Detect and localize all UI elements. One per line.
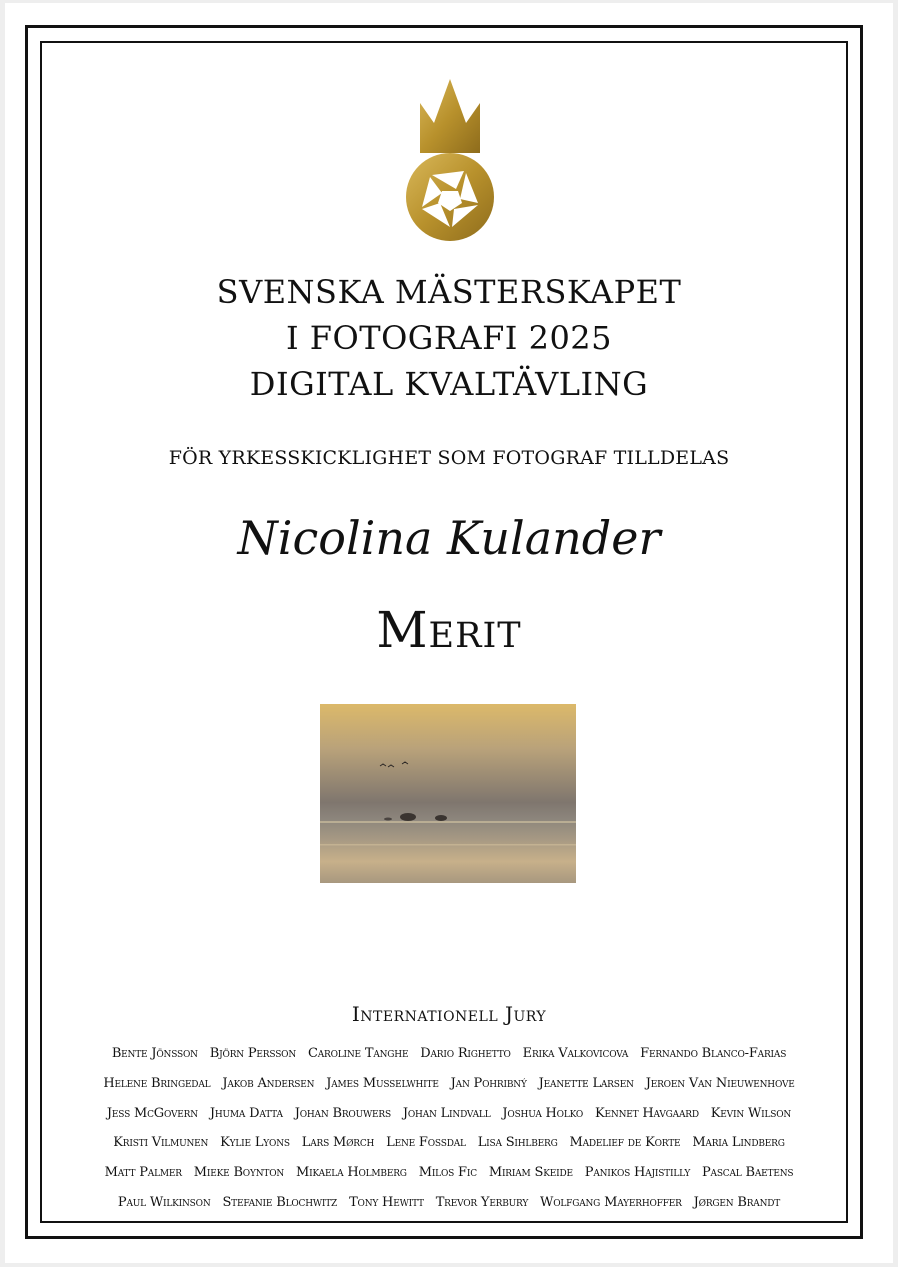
jury-row (55, 1069, 843, 1099)
crown-aperture-logo (400, 75, 500, 245)
jury-member: Jeroen Van Nieuwenhove (645, 1075, 795, 1091)
jury-member: Wolfgang Mayerhoffer (540, 1194, 682, 1210)
misty-sea-photo (320, 704, 576, 883)
jury-member: James Musselwhite (326, 1075, 439, 1091)
jury-member: Joshua Holko (502, 1105, 584, 1121)
jury-member: Kevin Wilson (710, 1105, 792, 1121)
certificate-subtitle: FÖR YRKESSKICKLIGHET SOM FOTOGRAF TILLDELAS (168, 447, 730, 469)
jury-member: Stefanie Blochwitz (222, 1194, 338, 1210)
jury-member: Kylie Lyons (220, 1135, 290, 1151)
title-line-3: DIGITAL KVALTÄVLING (249, 365, 649, 403)
jury-member: Maria Lindberg (692, 1135, 785, 1151)
award-level: Merit (376, 601, 522, 659)
jury-member: Tony Hewitt (349, 1194, 424, 1210)
jury-member: Jakob Andersen (222, 1075, 315, 1091)
title-line-2: I FOTOGRAFI 2025 (285, 319, 613, 357)
jury-member: Milos Fic (418, 1165, 477, 1181)
jury-member: Fernando Blanco-Farias (640, 1046, 787, 1061)
jury-member: Pascal Baetens (702, 1165, 794, 1181)
jury-member: Lene Fossdal (386, 1135, 466, 1151)
jury-member: Erika Valkovicova (522, 1046, 629, 1061)
jury-member: Matt Palmer (104, 1165, 182, 1181)
certificate-title (5, 269, 893, 407)
jury-title: Internationell Jury (351, 1002, 547, 1026)
jury-member: Kristi Vilmunen (113, 1135, 209, 1151)
jury-member: Paul Wilkinson (117, 1194, 211, 1210)
jury-member: Mieke Boynton (193, 1165, 285, 1181)
jury-member: Miriam Skeide (488, 1165, 573, 1181)
jury-member: Lars Mørch (301, 1135, 375, 1151)
jury-member: Mikaela Holmberg (296, 1165, 407, 1181)
jury-member: Panikos Hajistilly (584, 1165, 691, 1181)
jury-member: Johan Lindvall (402, 1105, 491, 1121)
jury-member: Jhuma Datta (209, 1105, 283, 1121)
jury-member: Kennet Havgaard (595, 1105, 699, 1121)
jury-member: Lisa Sihlberg (477, 1135, 558, 1151)
jury-member: Johan Brouwers (294, 1105, 391, 1121)
jury-member: Bente Jönsson (111, 1046, 198, 1061)
jury-member: Madelief de Korte (569, 1135, 681, 1151)
jury-row (55, 1099, 843, 1129)
jury-row (55, 1128, 843, 1158)
jury-member: Trevor Yerbury (435, 1194, 529, 1210)
jury-row (55, 1158, 843, 1188)
jury-member: Helene Bringedal (103, 1075, 211, 1091)
jury-row (55, 1188, 843, 1218)
jury-member: Caroline Tanghe (307, 1046, 409, 1061)
jury-member: Jeanette Larsen (538, 1075, 634, 1091)
recipient-name: Nicolina Kulander (237, 511, 661, 565)
certificate-page (5, 3, 893, 1263)
jury-member: Jørgen Brandt (693, 1194, 781, 1210)
title-line-1: SVENSKA MÄSTERSKAPET (216, 273, 682, 311)
jury-row (55, 1039, 843, 1069)
jury-member: Dario Righetto (420, 1046, 511, 1061)
jury-member: Jan Pohribný (450, 1075, 527, 1091)
jury-list (55, 1039, 843, 1218)
jury-member: Björn Persson (209, 1046, 297, 1061)
jury-member: Jess McGovern (106, 1105, 198, 1121)
